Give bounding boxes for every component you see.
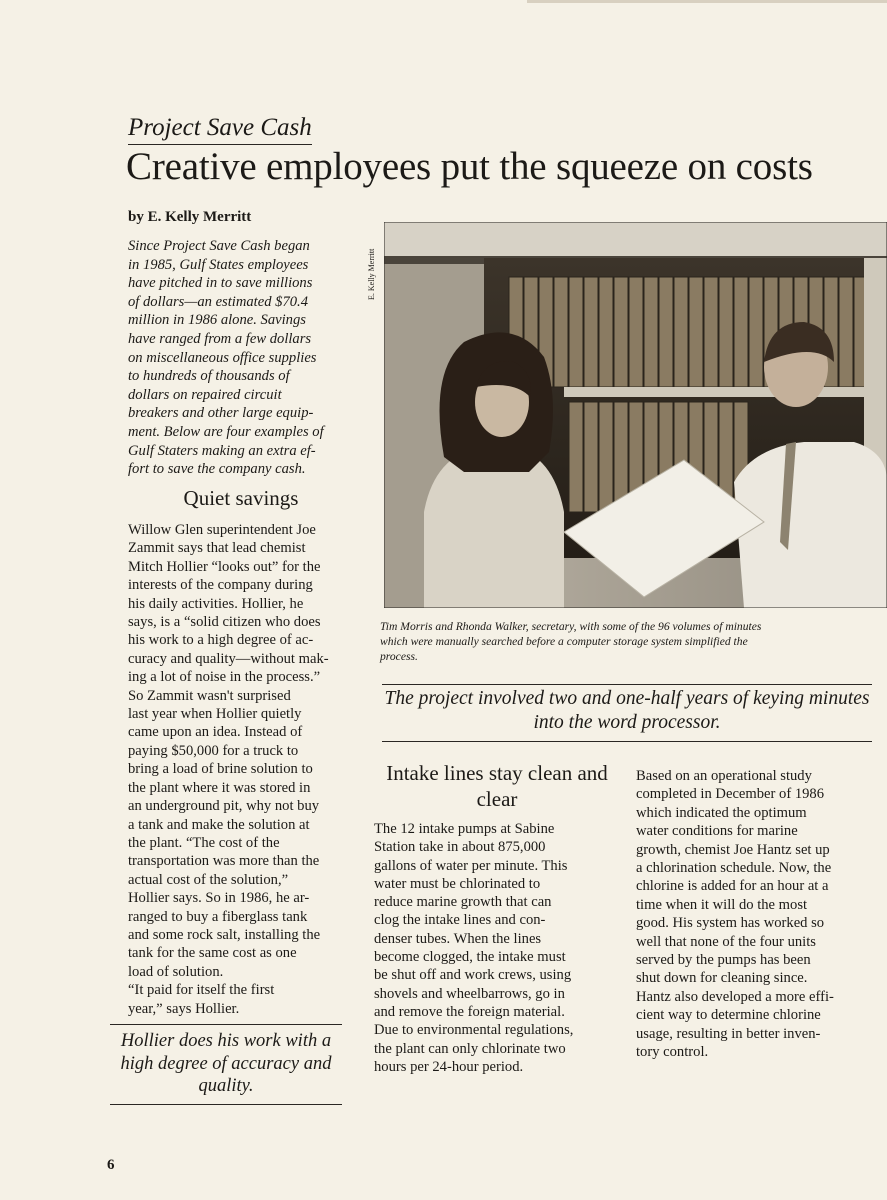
body-line: water conditions for marine (636, 823, 798, 840)
body-line: Mitch Hollier “looks out” for the (128, 558, 321, 575)
lede-line: have pitched in to save millions (128, 275, 313, 292)
body-line: his work to a high degree of ac- (128, 632, 314, 649)
body-line: the plant where it was stored in (128, 779, 311, 796)
hollier-pullquote: Hollier does his work with a high degree of accuracy and quality. (110, 1024, 342, 1105)
body-line: become clogged, the intake must (374, 949, 566, 966)
caption-line: process. (380, 650, 418, 663)
body-line: Willow Glen superintendent Joe (128, 522, 316, 538)
lede-line: million in 1986 alone. Savings (128, 312, 306, 329)
intake-lines-heading: Intake lines stay clean and clear (386, 761, 608, 811)
photo-illustration (384, 222, 887, 608)
body-line: year,” says Hollier. (128, 1000, 240, 1017)
lede-line: of dollars—an estimated $70.4 (128, 293, 308, 310)
intake-lines-body-continued (636, 767, 876, 1062)
body-line: ing a lot of noise in the process.” (128, 669, 321, 686)
body-line: the plant can only chlorinate two (374, 1040, 566, 1057)
body-line: a tank and make the solution at (128, 816, 310, 833)
body-line: a chlorination schedule. Now, the (636, 860, 832, 877)
intake-lines-body (374, 820, 624, 1076)
body-line: shovels and wheelbarrows, go in (374, 985, 565, 1002)
body-line: usage, resulting in better inven- (636, 1025, 821, 1042)
lede-line: on miscellaneous office supplies (128, 349, 317, 366)
body-line: water must be chlorinated to (374, 875, 541, 892)
page-corner-shadow (527, 0, 887, 3)
body-line: Hantz also developed a more effi- (636, 988, 834, 1005)
body-line: which indicated the optimum (636, 804, 807, 821)
photo-minutes-volumes (384, 222, 887, 608)
caption-line: Tim Morris and Rhonda Walker, secretary, with some of the 96 volumes of minutes (380, 620, 762, 633)
caption-line: which were manually searched before a computer storage system simplified the (380, 635, 748, 648)
body-line: served by the pumps has been (636, 952, 811, 969)
lede-line: Gulf Staters making an extra ef- (128, 442, 316, 459)
lede-line: have ranged from a few dollars (128, 330, 312, 347)
body-line: completed in December of 1986 (636, 786, 825, 803)
body-line: reduce marine growth that can (374, 894, 552, 911)
lede-line: ment. Below are four examples of (128, 423, 324, 440)
body-line: ranged to buy a fiberglass tank (128, 908, 308, 925)
section-kicker: Project Save Cash (128, 114, 312, 145)
lede-paragraph (128, 237, 364, 479)
lede-line: to hundreds of thousands of (128, 368, 290, 385)
body-line: well that none of the four units (636, 933, 816, 950)
body-line: Station take in about 875,000 (374, 839, 546, 856)
body-line: So Zammit wasn't surprised (128, 687, 291, 704)
body-line: bring a load of brine solution to (128, 761, 313, 778)
body-line: time when it will do the most (636, 896, 808, 913)
page-number: 6 (107, 1157, 115, 1173)
body-line: Based on an operational study (636, 768, 812, 784)
lede-line: Since Project Save Cash began (128, 238, 310, 254)
body-line: tory control. (636, 1044, 709, 1061)
body-line: transportation was more than the (128, 853, 320, 870)
body-line: The 12 intake pumps at Sabine (374, 821, 555, 837)
project-pullquote: The project involved two and one-half years of keying minutes into the word processor. (382, 684, 872, 742)
body-line: cient way to determine chlorine (636, 1007, 821, 1024)
body-line: actual cost of the solution,” (128, 871, 289, 888)
body-line: an underground pit, why not buy (128, 798, 320, 815)
body-line: Hollier says. So in 1986, he ar- (128, 890, 310, 907)
photo-caption (380, 619, 870, 664)
body-line: Due to environmental regulations, (374, 1022, 574, 1039)
body-line: growth, chemist Joe Hantz set up (636, 841, 830, 858)
body-line: clog the intake lines and con- (374, 912, 546, 929)
body-line: gallons of water per minute. This (374, 857, 568, 874)
body-line: paying $50,000 for a truck to (128, 742, 299, 759)
body-line: load of solution. (128, 963, 224, 980)
body-line: and remove the foreign material. (374, 1003, 565, 1020)
quiet-savings-body (128, 521, 358, 1018)
body-line: curacy and quality—without mak- (128, 650, 329, 667)
body-line: came upon an idea. Instead of (128, 724, 303, 741)
lede-line: dollars on repaired circuit (128, 386, 282, 403)
body-line: be shut off and work crews, using (374, 967, 572, 984)
body-line: his daily activities. Hollier, he (128, 595, 304, 612)
body-line: shut down for cleaning since. (636, 970, 808, 987)
body-line: hours per 24-hour period. (374, 1058, 524, 1075)
lede-line: fort to save the company cash. (128, 461, 306, 478)
body-line: good. His system has worked so (636, 915, 825, 932)
body-line: chlorine is added for an hour at a (636, 878, 829, 895)
body-line: the plant. “The cost of the (128, 834, 280, 851)
body-line: and some rock salt, installing the (128, 926, 321, 943)
body-line: last year when Hollier quietly (128, 706, 302, 723)
lede-line: breakers and other large equip- (128, 405, 314, 422)
body-line: “It paid for itself the first (128, 982, 275, 999)
body-line: says, is a “solid citizen who does (128, 614, 321, 631)
byline: by E. Kelly Merritt (128, 209, 252, 225)
body-line: Zammit says that lead chemist (128, 540, 306, 557)
quiet-savings-heading: Quiet savings (183, 486, 299, 510)
body-line: tank for the same cost as one (128, 945, 297, 962)
page-title: Creative employees put the squeeze on costs (126, 145, 813, 188)
body-line: denser tubes. When the lines (374, 930, 542, 947)
lede-line: in 1985, Gulf States employees (128, 256, 309, 273)
photo-credit: E. Kelly Merritt (367, 248, 376, 300)
body-line: interests of the company during (128, 577, 313, 594)
